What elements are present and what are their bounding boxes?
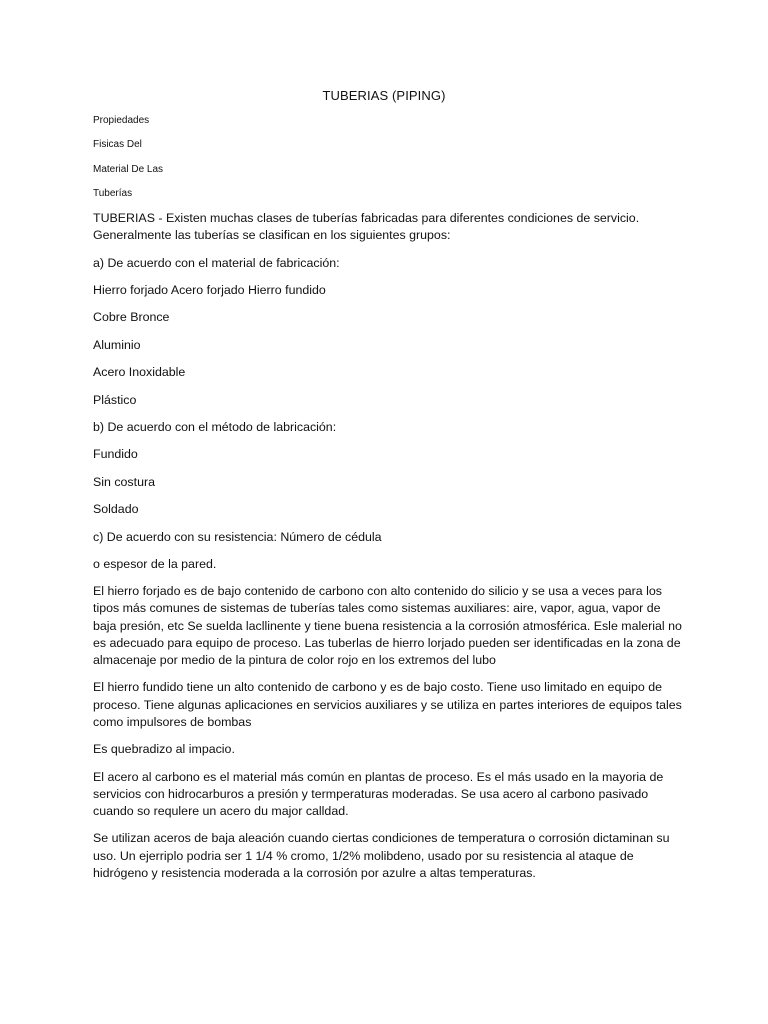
subtitle-line: Material De Las [93, 163, 164, 175]
body-paragraph: Cobre Bronce [93, 310, 170, 325]
body-paragraph: c) De acuerdo con su resistencia: Número de cédula [93, 529, 382, 544]
body-paragraph: Hierro forjado Acero forjado Hierro fundido [93, 282, 326, 297]
subtitle-block [93, 114, 163, 211]
body-paragraph: Sin costura [93, 474, 155, 489]
body-paragraph: Aluminio [93, 337, 141, 352]
subtitle-line: Tuberías [93, 187, 133, 199]
body-paragraph: El hierro fundido tiene un alto contenido de carbono y es de bajo costo. Tiene uso limitado en equipo de proceso. Tiene algunas aplicaciones en servicios auxiliares y se utiliza en partes interiores de equipos tales como impulsores de bombas [93, 680, 682, 729]
body-paragraph: a) De acuerdo con el material de fabricación: [93, 255, 340, 270]
body-paragraph: Soldado [93, 502, 139, 517]
body-paragraph: TUBERIAS - Existen muchas clases de tuberías fabricadas para diferentes condiciones de servicio. Generalmente las tuberías se clasifican en los siguientes grupos: [93, 211, 640, 243]
document-title: TUBERIAS (PIPING) [322, 88, 446, 103]
body-paragraph: Fundido [93, 447, 138, 462]
subtitle-line: Fisicas Del [93, 139, 142, 151]
subtitle-line: Propiedades [93, 115, 150, 126]
document-body [93, 210, 683, 892]
body-paragraph: o espesor de la pared. [93, 556, 217, 571]
body-paragraph: Plástico [93, 392, 137, 407]
body-paragraph: b) De acuerdo con el método de labricación: [93, 419, 337, 434]
body-paragraph: Se utilizan aceros de baja aleación cuando ciertas condiciones de temperatura o corrosión dictaminan su uso. Un ejerriplo podria ser 1 1/4 % cromo, 1/2% molibdeno, usado por su resistencia al ataque de hidrógeno y resistencia moderada a la corrosión por azulre a altas temperaturas. [93, 831, 670, 880]
body-paragraph: Acero Inoxidable [93, 365, 186, 380]
body-paragraph: El hierro forjado es de bajo contenido de carbono con alto contenido do silicio y se usa a veces para los tipos más comunes de sistemas de tuberías tales como sistemas auxiliares: aire, vapor, agua, vapor de baja presión, etc Se suelda lacllinente y tiene buena resistencia a la corrosión atmosférica. Esle malerial no es adecuado para equipo de proceso. Las tuberlas de hierro lorjado pueden ser identificadas en la zona de almacenaje por medio de la pintura de color rojo en los extremos del lubo [93, 584, 682, 668]
body-paragraph: Es quebradizo al impacio. [93, 742, 235, 757]
body-paragraph: El acero al carbono es el material más común en plantas de proceso. Es el más usado en la mayoria de servicios con hidrocarburos a presión y termperaturas moderadas. Se usa acero al carbono pasivado cuando so requlere un acero du major calldad. [93, 769, 664, 819]
